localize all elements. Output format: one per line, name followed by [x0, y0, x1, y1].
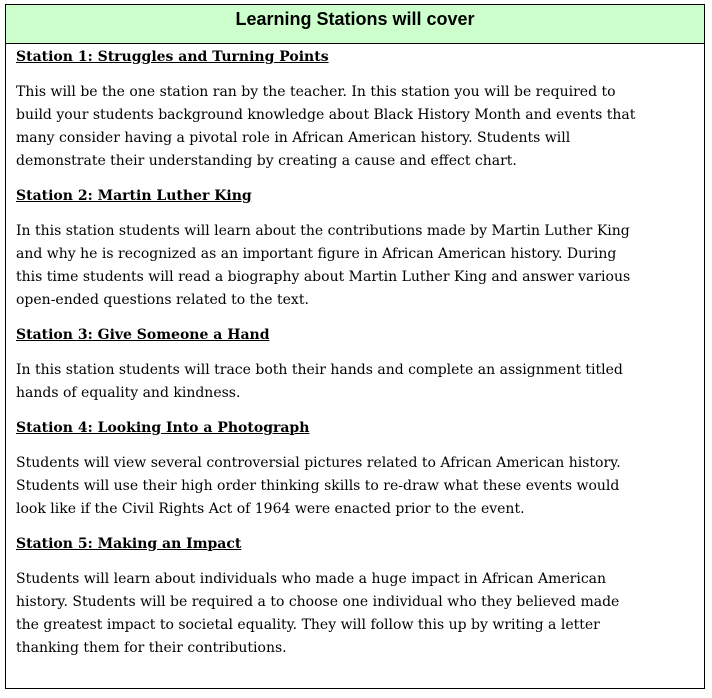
text-line: this time students will read a biography about Martin Luther King and answer various [16, 269, 631, 285]
station-description [16, 220, 694, 312]
text-line: thanking them for their contributions. [16, 640, 287, 656]
text-line: This will be the one station ran by the teacher. In this station you will be required to [16, 84, 616, 100]
stations-list [6, 46, 704, 660]
station-heading: Station 2: Martin Luther King [16, 188, 252, 204]
station-heading: Station 4: Looking Into a Photograph [16, 420, 310, 436]
text-line: In this station students will learn about the contributions made by Martin Luther King [16, 223, 630, 239]
station-description [16, 568, 694, 660]
station-description [16, 359, 694, 405]
station-section [16, 46, 694, 173]
text-line: look like if the Civil Rights Act of 1964 were enacted prior to the event. [16, 501, 525, 517]
table-title: Learning Stations will cover [6, 5, 704, 44]
station-heading: Station 5: Making an Impact [16, 536, 242, 552]
text-line: In this station students will trace both their hands and complete an assignment titled [16, 362, 623, 378]
station-description [16, 81, 694, 173]
learning-stations-table [5, 4, 705, 689]
text-line: Students will use their high order thinking skills to re-draw what these events would [16, 478, 620, 494]
text-line: Students will learn about individuals who made a huge impact in African American [16, 571, 607, 587]
text-line: the greatest impact to societal equality. They will follow this up by writing a letter [16, 617, 600, 633]
text-line: and why he is recognized as an important figure in African American history. During [16, 246, 617, 262]
station-description [16, 452, 694, 521]
station-heading: Station 3: Give Someone a Hand [16, 327, 270, 343]
text-line: open-ended questions related to the text. [16, 292, 309, 308]
text-line: many consider having a pivotal role in African American history. Students will [16, 130, 571, 146]
station-section [16, 533, 694, 660]
text-line: build your students background knowledge about Black History Month and events that [16, 107, 636, 123]
text-line: demonstrate their understanding by creating a cause and effect chart. [16, 153, 517, 169]
station-section [16, 417, 694, 521]
text-line: history. Students will be required a to choose one individual who they believed made [16, 594, 620, 610]
text-line: hands of equality and kindness. [16, 385, 241, 401]
station-section [16, 324, 694, 405]
station-heading: Station 1: Struggles and Turning Points [16, 49, 329, 65]
station-section [16, 185, 694, 312]
text-line: Students will view several controversial pictures related to African American history. [16, 455, 621, 471]
